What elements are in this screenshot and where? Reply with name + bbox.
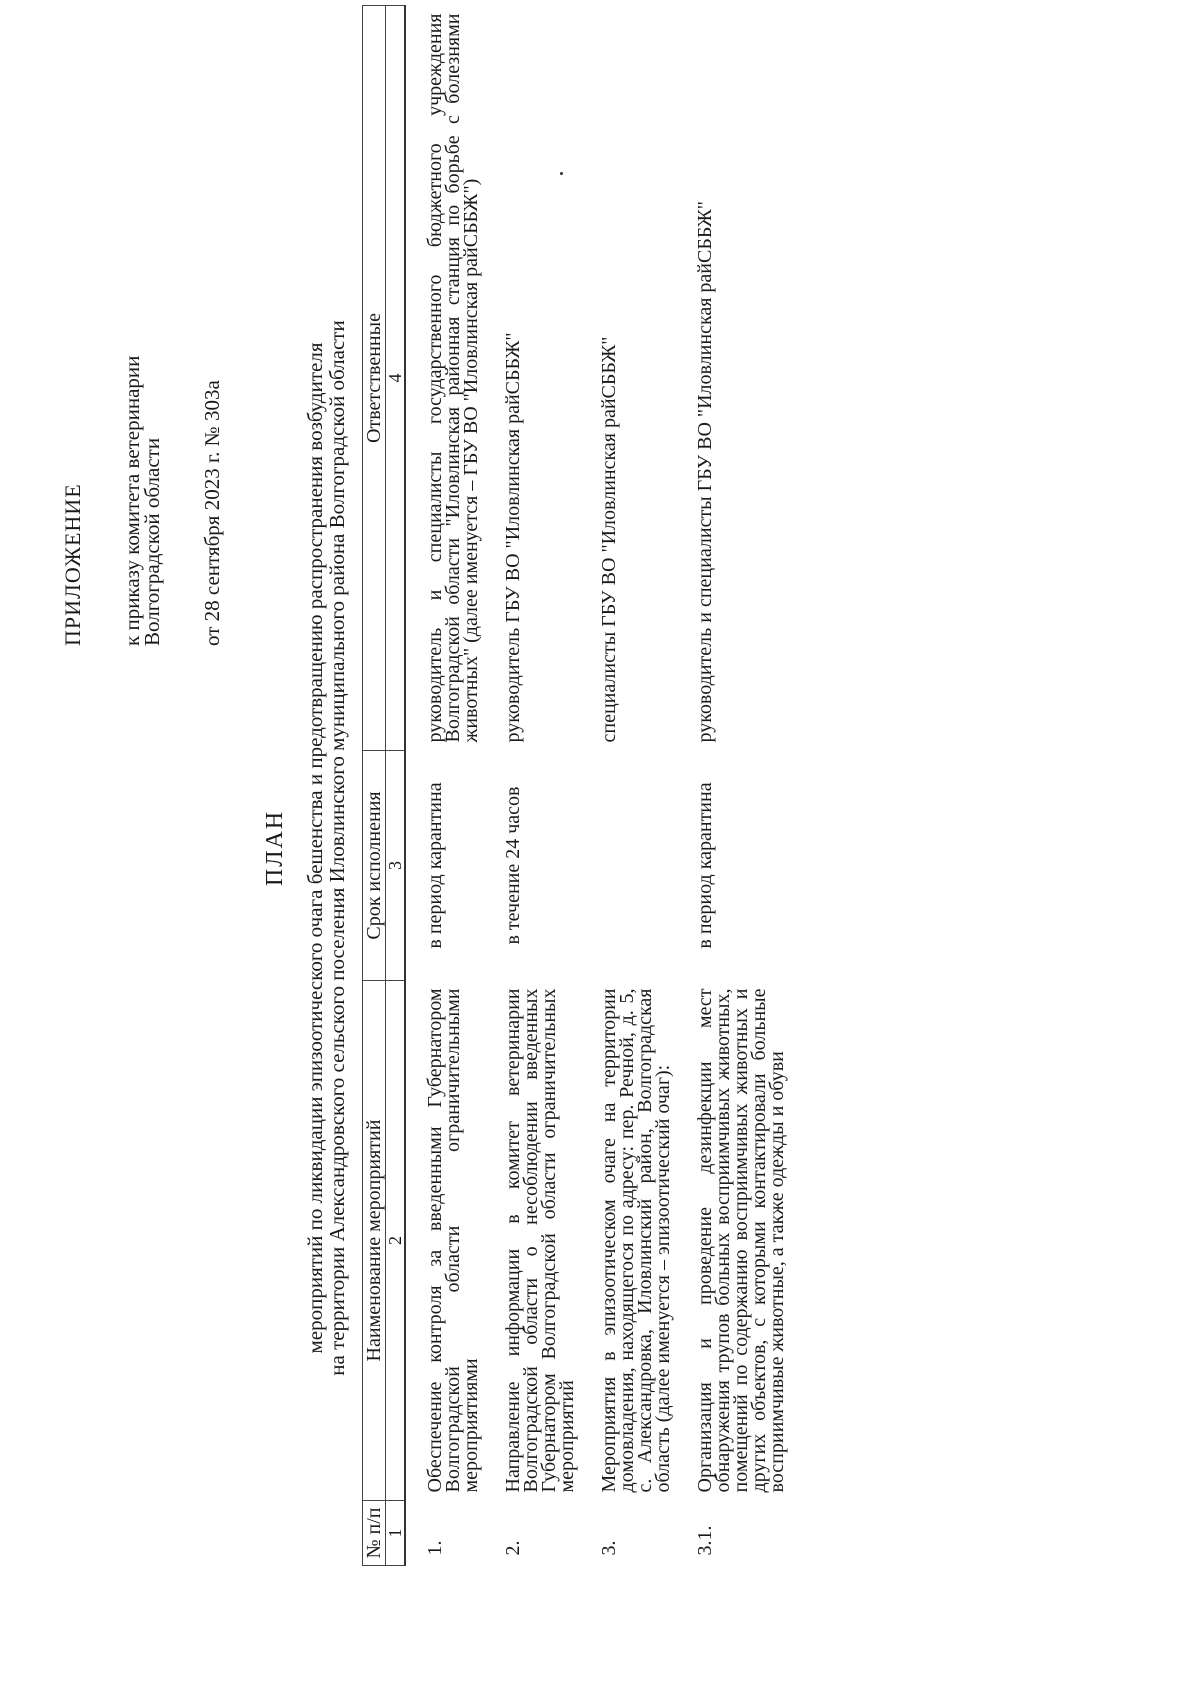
col-number: 4 <box>386 6 406 751</box>
plan-subtitle <box>304 0 348 1696</box>
row-action: Мероприятия в эпизоотическом очаге на территории домовладения, находящегося по адресу: пер. Речной, д. 5, с. Александровка, Иловлинский район, Волгоградская область (далее именуется – эпизоотический очаг): <box>598 988 674 1493</box>
spacer-row <box>672 6 696 1566</box>
header-action: Наименование мероприятий <box>363 981 386 1501</box>
table-row <box>504 6 576 1566</box>
order-date: от 28 сентября 2023 г. № 303а <box>200 380 224 646</box>
col-number: 3 <box>386 751 406 981</box>
spacer-row <box>480 6 504 1566</box>
row-action: Направление информации в комитет ветеринарии Волгоградской области о несоблюдении введенных Губернатором Волгоградской области ограничительных мероприятий <box>502 988 578 1493</box>
row-num: 3.1. <box>694 1525 716 1556</box>
plan-table <box>362 5 786 1566</box>
plan-subtitle-line-1: мероприятий по ликвидации эпизоотического очага бешенства и предотвращению распространения возбудителя <box>303 342 327 1354</box>
header-deadline: Срок исполнения <box>363 751 386 981</box>
col-number: 1 <box>386 1501 406 1566</box>
row-action: Организация и проведение дезинфекции мест обнаружения трупов больных восприимчивых животных, помещений по содержанию восприимчивых животных и других объектов, с которыми контактировали больные восприимчивые животные, а также одежды и обуви <box>694 988 788 1493</box>
header-num: № п/п <box>363 1501 386 1566</box>
spacer-row <box>405 6 426 1566</box>
row-action: Обеспечение контроля за введенными Губернатором Волгоградской области ограничительными мероприятиями <box>424 988 482 1493</box>
order-line-1: к приказу комитета ветеринарии <box>120 355 144 646</box>
row-deadline <box>600 751 672 981</box>
row-num: 3. <box>598 1540 620 1556</box>
table-row <box>600 6 672 1566</box>
row-num: 1. <box>424 1540 446 1556</box>
table-row <box>426 6 480 1566</box>
header-responsible: Ответственные <box>363 6 386 751</box>
order-reference <box>122 356 162 646</box>
spacer-row <box>576 6 600 1566</box>
row-deadline: в течение 24 часов <box>502 786 524 945</box>
row-deadline: в период карантина <box>424 782 446 949</box>
row-num: 2. <box>502 1540 524 1556</box>
row-responsible: руководитель ГБУ ВО "Иловлинская райСББЖ" <box>502 332 524 743</box>
table-row <box>696 6 786 1566</box>
plan-subtitle-line-2: на территории Александровского сельского поселения Иловлинского муниципального района Волгоградской области <box>325 320 349 1376</box>
col-number: 2 <box>386 981 406 1501</box>
appendix-title: ПРИЛОЖЕНИЕ <box>60 483 85 646</box>
table-header-row <box>363 6 386 1566</box>
row-responsible: специалисты ГБУ ВО "Иловлинская райСББЖ" <box>598 336 620 743</box>
row-responsible: руководитель и специалисты государственного бюджетного учреждения Волгоградской области "Иловлинская районная станция по борьбе с болезнями животных" (далее именуется – ГБУ ВО "Иловлинская райСББЖ") <box>424 13 482 743</box>
column-number-row <box>386 6 406 1566</box>
plan-title: ПЛАН <box>262 809 288 887</box>
row-deadline: в период карантина <box>694 782 716 949</box>
row-responsible: руководитель и специалисты ГБУ ВО "Иловлинская райСББЖ" <box>694 201 716 743</box>
order-line-2: Волгоградской области <box>140 437 164 646</box>
